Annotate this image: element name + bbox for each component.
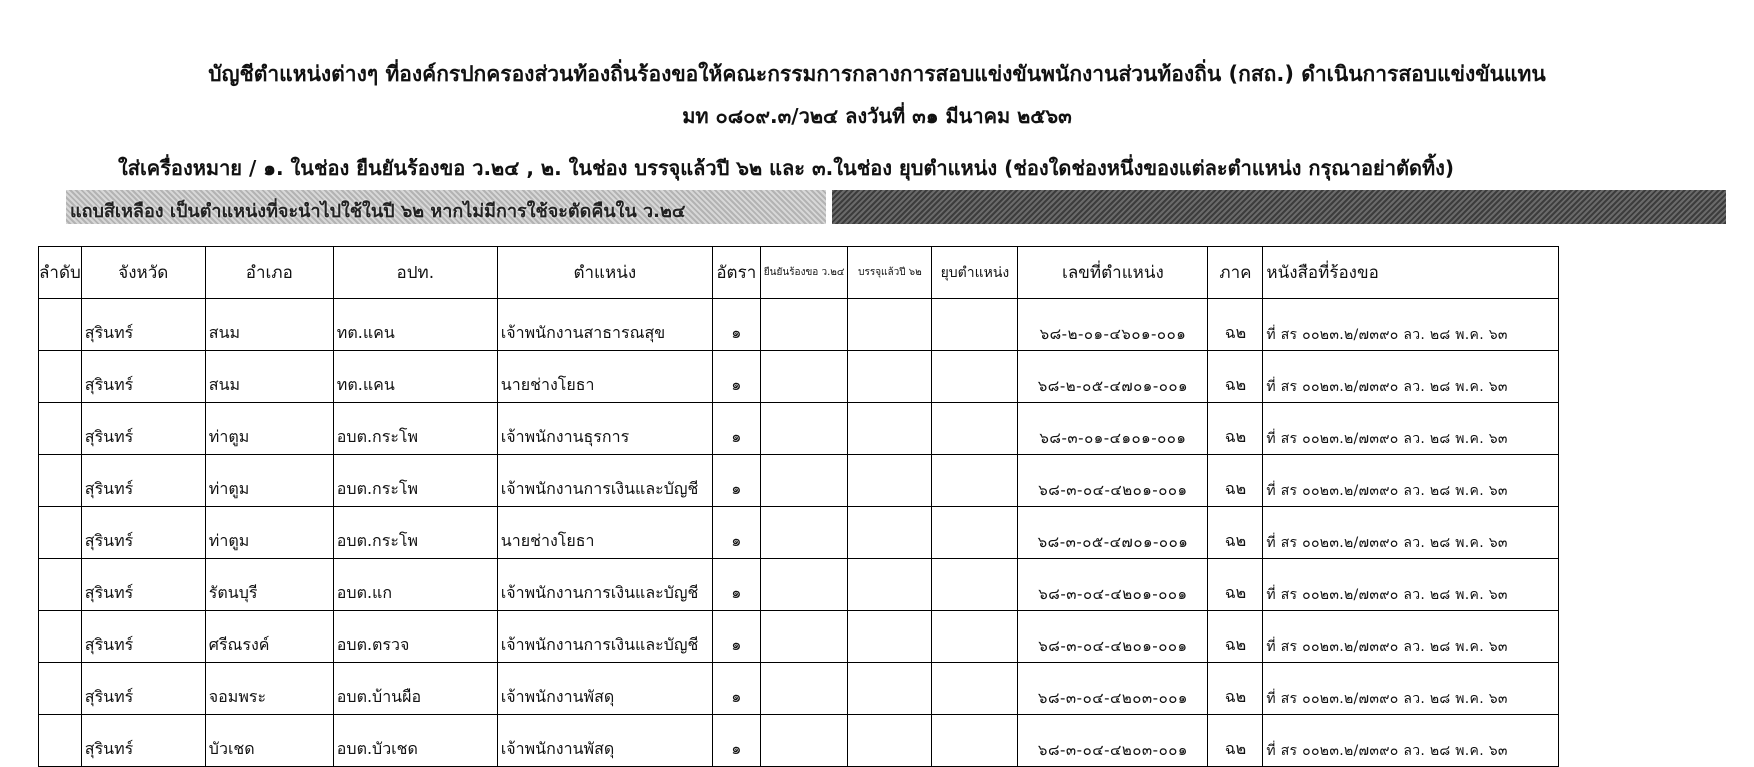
- cell-filled: [848, 299, 932, 351]
- cell-rate: ๑: [712, 299, 760, 351]
- cell-abolish: [932, 455, 1018, 507]
- table-row: [39, 507, 1559, 559]
- cell-position-code: ๖๘-๓-๐๔-๔๒๐๓-๐๐๑: [1018, 663, 1208, 715]
- cell-confirm: [760, 507, 848, 559]
- col-header-district: อำเภอ: [205, 247, 333, 299]
- cell-rate: ๑: [712, 403, 760, 455]
- cell-org: ทต.แคน: [333, 351, 497, 403]
- cell-rate: ๑: [712, 611, 760, 663]
- cell-no: [39, 455, 82, 507]
- col-header-code: เลขที่ตำแหน่ง: [1018, 247, 1208, 299]
- cell-abolish: [932, 611, 1018, 663]
- cell-rate: ๑: [712, 663, 760, 715]
- cell-confirm: [760, 351, 848, 403]
- col-header-abolish: ยุบตำแหน่ง: [932, 247, 1018, 299]
- cell-letter: ที่ สร ๐๐๒๓.๒/๗๓๙๐ ลว. ๒๘ พ.ค. ๖๓: [1263, 715, 1559, 767]
- cell-province: สุรินทร์: [81, 299, 205, 351]
- cell-filled: [848, 715, 932, 767]
- cell-confirm: [760, 715, 848, 767]
- cell-province: สุรินทร์: [81, 351, 205, 403]
- table-row: [39, 299, 1559, 351]
- cell-position: เจ้าพนักงานพัสดุ: [497, 715, 712, 767]
- cell-province: สุรินทร์: [81, 455, 205, 507]
- col-header-position: ตำแหน่ง: [497, 247, 712, 299]
- cell-no: [39, 715, 82, 767]
- cell-letter: ที่ สร ๐๐๒๓.๒/๗๓๙๐ ลว. ๒๘ พ.ค. ๖๓: [1263, 351, 1559, 403]
- cell-org: อบต.ตรวจ: [333, 611, 497, 663]
- col-header-letter: หนังสือที่ร้องขอ: [1263, 247, 1559, 299]
- cell-position: นายช่างโยธา: [497, 507, 712, 559]
- cell-abolish: [932, 715, 1018, 767]
- cell-letter: ที่ สร ๐๐๒๓.๒/๗๓๙๐ ลว. ๒๘ พ.ค. ๖๓: [1263, 663, 1559, 715]
- cell-confirm: [760, 403, 848, 455]
- cell-filled: [848, 663, 932, 715]
- col-header-org: อปท.: [333, 247, 497, 299]
- cell-confirm: [760, 455, 848, 507]
- cell-confirm: [760, 663, 848, 715]
- table-row: [39, 403, 1559, 455]
- cell-org: ทต.แคน: [333, 299, 497, 351]
- cell-abolish: [932, 351, 1018, 403]
- cell-letter: ที่ สร ๐๐๒๓.๒/๗๓๙๐ ลว. ๒๘ พ.ค. ๖๓: [1263, 611, 1559, 663]
- cell-letter: ที่ สร ๐๐๒๓.๒/๗๓๙๐ ลว. ๒๘ พ.ค. ๖๓: [1263, 299, 1559, 351]
- cell-filled: [848, 403, 932, 455]
- cell-position-code: ๖๘-๓-๐๔-๔๒๐๓-๐๐๑: [1018, 715, 1208, 767]
- cell-filled: [848, 351, 932, 403]
- cell-region: ฉ๒: [1208, 455, 1263, 507]
- cell-rate: ๑: [712, 455, 760, 507]
- cell-no: [39, 611, 82, 663]
- cell-org: อบต.กระโพ: [333, 455, 497, 507]
- banner-note: แถบสีเหลือง เป็นตำแหน่งที่จะนำไปใช้ในปี ๖๒ หากไม่มีการใช้จะตัดคืนใน ว.๒๔: [70, 201, 686, 222]
- col-header-rate: อัตรา: [712, 247, 760, 299]
- cell-confirm: [760, 559, 848, 611]
- cell-position-code: ๖๘-๒-๐๑-๔๖๐๑-๐๐๑: [1018, 299, 1208, 351]
- cell-org: อบต.กระโพ: [333, 403, 497, 455]
- cell-position: เจ้าพนักงานการเงินและบัญชี: [497, 611, 712, 663]
- cell-rate: ๑: [712, 559, 760, 611]
- cell-province: สุรินทร์: [81, 611, 205, 663]
- cell-position-code: ๖๘-๒-๐๕-๔๗๐๑-๐๐๑: [1018, 351, 1208, 403]
- cell-org: อบต.กระโพ: [333, 507, 497, 559]
- cell-letter: ที่ สร ๐๐๒๓.๒/๗๓๙๐ ลว. ๒๘ พ.ค. ๖๓: [1263, 559, 1559, 611]
- cell-province: สุรินทร์: [81, 663, 205, 715]
- cell-no: [39, 507, 82, 559]
- table-header-row: [39, 247, 1559, 299]
- cell-district: สนม: [205, 299, 333, 351]
- cell-position-code: ๖๘-๓-๐๔-๔๒๐๑-๐๐๑: [1018, 455, 1208, 507]
- cell-abolish: [932, 507, 1018, 559]
- cell-confirm: [760, 611, 848, 663]
- cell-letter: ที่ สร ๐๐๒๓.๒/๗๓๙๐ ลว. ๒๘ พ.ค. ๖๓: [1263, 455, 1559, 507]
- cell-abolish: [932, 403, 1018, 455]
- cell-region: ฉ๒: [1208, 299, 1263, 351]
- table-row: [39, 715, 1559, 767]
- col-header-confirm: ยืนยันร้องขอ ว.๒๔: [760, 247, 848, 299]
- positions-table: [38, 246, 1559, 767]
- cell-abolish: [932, 663, 1018, 715]
- cell-district: ศรีณรงค์: [205, 611, 333, 663]
- cell-filled: [848, 559, 932, 611]
- cell-no: [39, 299, 82, 351]
- highlight-banner: [66, 190, 1726, 224]
- table-row: [39, 351, 1559, 403]
- table-row: [39, 455, 1559, 507]
- cell-org: อบต.บ้านผือ: [333, 663, 497, 715]
- cell-abolish: [932, 299, 1018, 351]
- table-row: [39, 559, 1559, 611]
- cell-province: สุรินทร์: [81, 507, 205, 559]
- cell-district: ท่าตูม: [205, 507, 333, 559]
- cell-rate: ๑: [712, 507, 760, 559]
- cell-position: เจ้าพนักงานพัสดุ: [497, 663, 712, 715]
- cell-position-code: ๖๘-๓-๐๕-๔๗๐๑-๐๐๑: [1018, 507, 1208, 559]
- cell-rate: ๑: [712, 351, 760, 403]
- cell-district: สนม: [205, 351, 333, 403]
- cell-letter: ที่ สร ๐๐๒๓.๒/๗๓๙๐ ลว. ๒๘ พ.ค. ๖๓: [1263, 403, 1559, 455]
- cell-region: ฉ๒: [1208, 403, 1263, 455]
- table-row: [39, 611, 1559, 663]
- cell-region: ฉ๒: [1208, 559, 1263, 611]
- cell-province: สุรินทร์: [81, 715, 205, 767]
- cell-filled: [848, 455, 932, 507]
- document-title: บัญชีตำแหน่งต่างๆ ที่องค์กรปกครองส่วนท้องถิ่นร้องขอให้คณะกรรมการกลางการสอบแข่งขันพนักงานส่วนท้องถิ่น (กสถ.) ดำเนินการสอบแข่งขันแทน: [208, 62, 1546, 86]
- cell-position: เจ้าพนักงานธุรการ: [497, 403, 712, 455]
- cell-position: เจ้าพนักงานการเงินและบัญชี: [497, 455, 712, 507]
- cell-district: รัตนบุรี: [205, 559, 333, 611]
- cell-region: ฉ๒: [1208, 663, 1263, 715]
- cell-position: เจ้าพนักงานการเงินและบัญชี: [497, 559, 712, 611]
- cell-position: เจ้าพนักงานสาธารณสุข: [497, 299, 712, 351]
- cell-district: ท่าตูม: [205, 403, 333, 455]
- cell-abolish: [932, 559, 1018, 611]
- cell-no: [39, 403, 82, 455]
- cell-region: ฉ๒: [1208, 351, 1263, 403]
- instruction-text: ใส่เครื่องหมาย / ๑. ในช่อง ยืนยันร้องขอ ว.๒๔ , ๒. ในช่อง บรรจุแล้วปี ๖๒ และ ๓.ในช่อง ยุบตำแหน่ง (ช่องใดช่องหนึ่งของแต่ละตำแหน่ง กรุณาอย่าตัดทิ้ง): [118, 156, 1455, 180]
- cell-district: บัวเชด: [205, 715, 333, 767]
- cell-region: ฉ๒: [1208, 715, 1263, 767]
- cell-rate: ๑: [712, 715, 760, 767]
- cell-no: [39, 663, 82, 715]
- cell-position-code: ๖๘-๓-๐๑-๔๑๐๑-๐๐๑: [1018, 403, 1208, 455]
- cell-letter: ที่ สร ๐๐๒๓.๒/๗๓๙๐ ลว. ๒๘ พ.ค. ๖๓: [1263, 507, 1559, 559]
- cell-confirm: [760, 299, 848, 351]
- col-header-province: จังหวัด: [81, 247, 205, 299]
- banner-dark-shade: [832, 190, 1726, 224]
- cell-position-code: ๖๘-๓-๐๔-๔๒๐๑-๐๐๑: [1018, 559, 1208, 611]
- cell-no: [39, 559, 82, 611]
- cell-filled: [848, 611, 932, 663]
- cell-province: สุรินทร์: [81, 403, 205, 455]
- cell-region: ฉ๒: [1208, 611, 1263, 663]
- document-subtitle: มท ๐๘๐๙.๓/ว๒๔ ลงวันที่ ๓๑ มีนาคม ๒๕๖๓: [682, 104, 1072, 128]
- cell-district: ท่าตูม: [205, 455, 333, 507]
- col-header-no: ลำดับ: [39, 247, 82, 299]
- cell-position: นายช่างโยธา: [497, 351, 712, 403]
- col-header-region: ภาค: [1208, 247, 1263, 299]
- col-header-filled: บรรจุแล้วปี ๖๒: [848, 247, 932, 299]
- cell-district: จอมพระ: [205, 663, 333, 715]
- cell-region: ฉ๒: [1208, 507, 1263, 559]
- cell-province: สุรินทร์: [81, 559, 205, 611]
- cell-org: อบต.บัวเชด: [333, 715, 497, 767]
- cell-org: อบต.แก: [333, 559, 497, 611]
- cell-filled: [848, 507, 932, 559]
- cell-position-code: ๖๘-๓-๐๔-๔๒๐๑-๐๐๑: [1018, 611, 1208, 663]
- cell-no: [39, 351, 82, 403]
- table-row: [39, 663, 1559, 715]
